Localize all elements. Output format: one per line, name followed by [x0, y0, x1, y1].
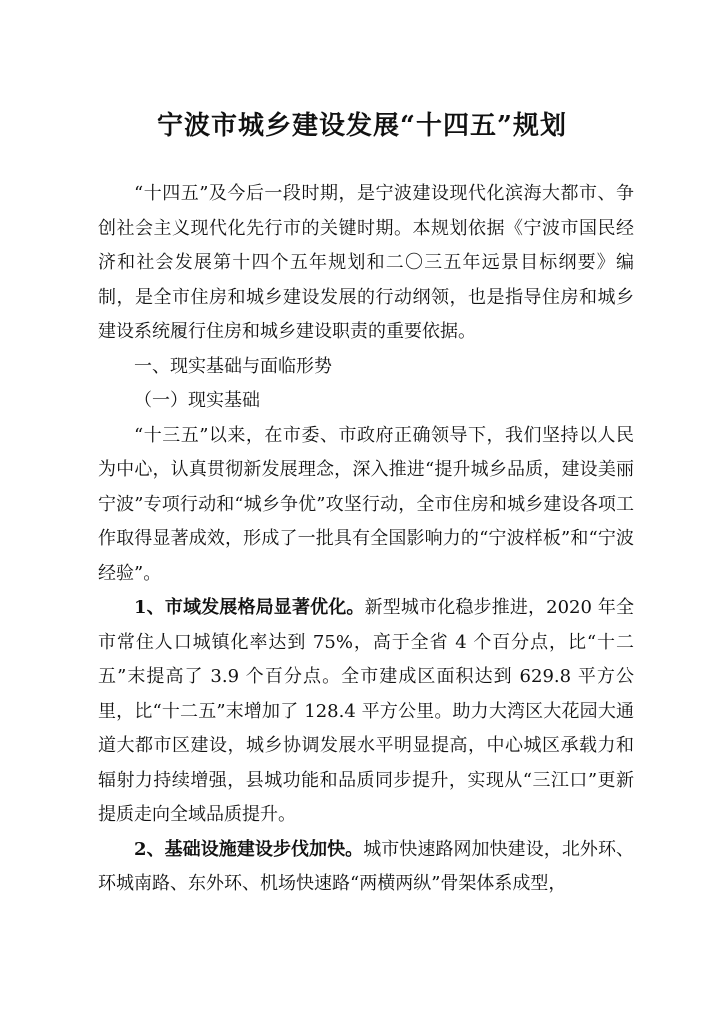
document-body	[98, 177, 634, 902]
item-1-text: 新型城市化稳步推进，2020 年全市常住人口城镇化率达到 75%，高于全省 4 个百分点，比“十二五”末提高了 3.9 个百分点。全市建成区面积达到 629.8 平方公里，比“十二五”末增加了 128.4 平方公里。助力大湾区大花园大通道大都市区建设，城乡协调发展水平明显提高，中心城区承载力和辐射力持续增强，县城功能和品质同步提升，实现从“三江口”更新提质走向全域品质提升。	[98, 597, 634, 825]
item-2-lead: 2、基础设施建设步伐加快。	[134, 838, 364, 860]
paragraph-13th-five-year: “十三五”以来，在市委、市政府正确领导下，我们坚持以人民为中心，认真贯彻新发展理念，深入推进“提升城乡品质，建设美丽宁波”专项行动和“城乡争优”攻坚行动，全市住房和城乡建设各项工作取得显著成效，形成了一批具有全国影响力的“宁波样板”和“宁波经验”。	[98, 424, 634, 584]
item-1-paragraph	[98, 591, 634, 833]
section-heading: 一、现实基础与面临形势	[134, 355, 332, 377]
subsection-heading: （一）现实基础	[134, 390, 260, 411]
intro-paragraph: “十四五”及今后一段时期，是宁波建设现代化滨海大都市、争创社会主义现代化先行市的关键时期。本规划依据《宁波市国民经济和社会发展第十四个五年规划和二〇三五年远景目标纲要》编制，是全市住房和城乡建设发展的行动纲领，也是指导住房和城乡建设系统履行住房和城乡建设职责的重要依据。	[98, 183, 634, 342]
item-1-lead: 1、市域发展格局显著优化。	[134, 597, 365, 618]
item-2-text: 城市快速路网加快建设，北外环、环城南路、东外环、机场快速路“两横两纵”骨架体系成型，	[98, 838, 634, 894]
item-2-paragraph	[98, 833, 634, 902]
document-title: 宁波市城乡建设发展“十四五”规划	[157, 111, 567, 141]
